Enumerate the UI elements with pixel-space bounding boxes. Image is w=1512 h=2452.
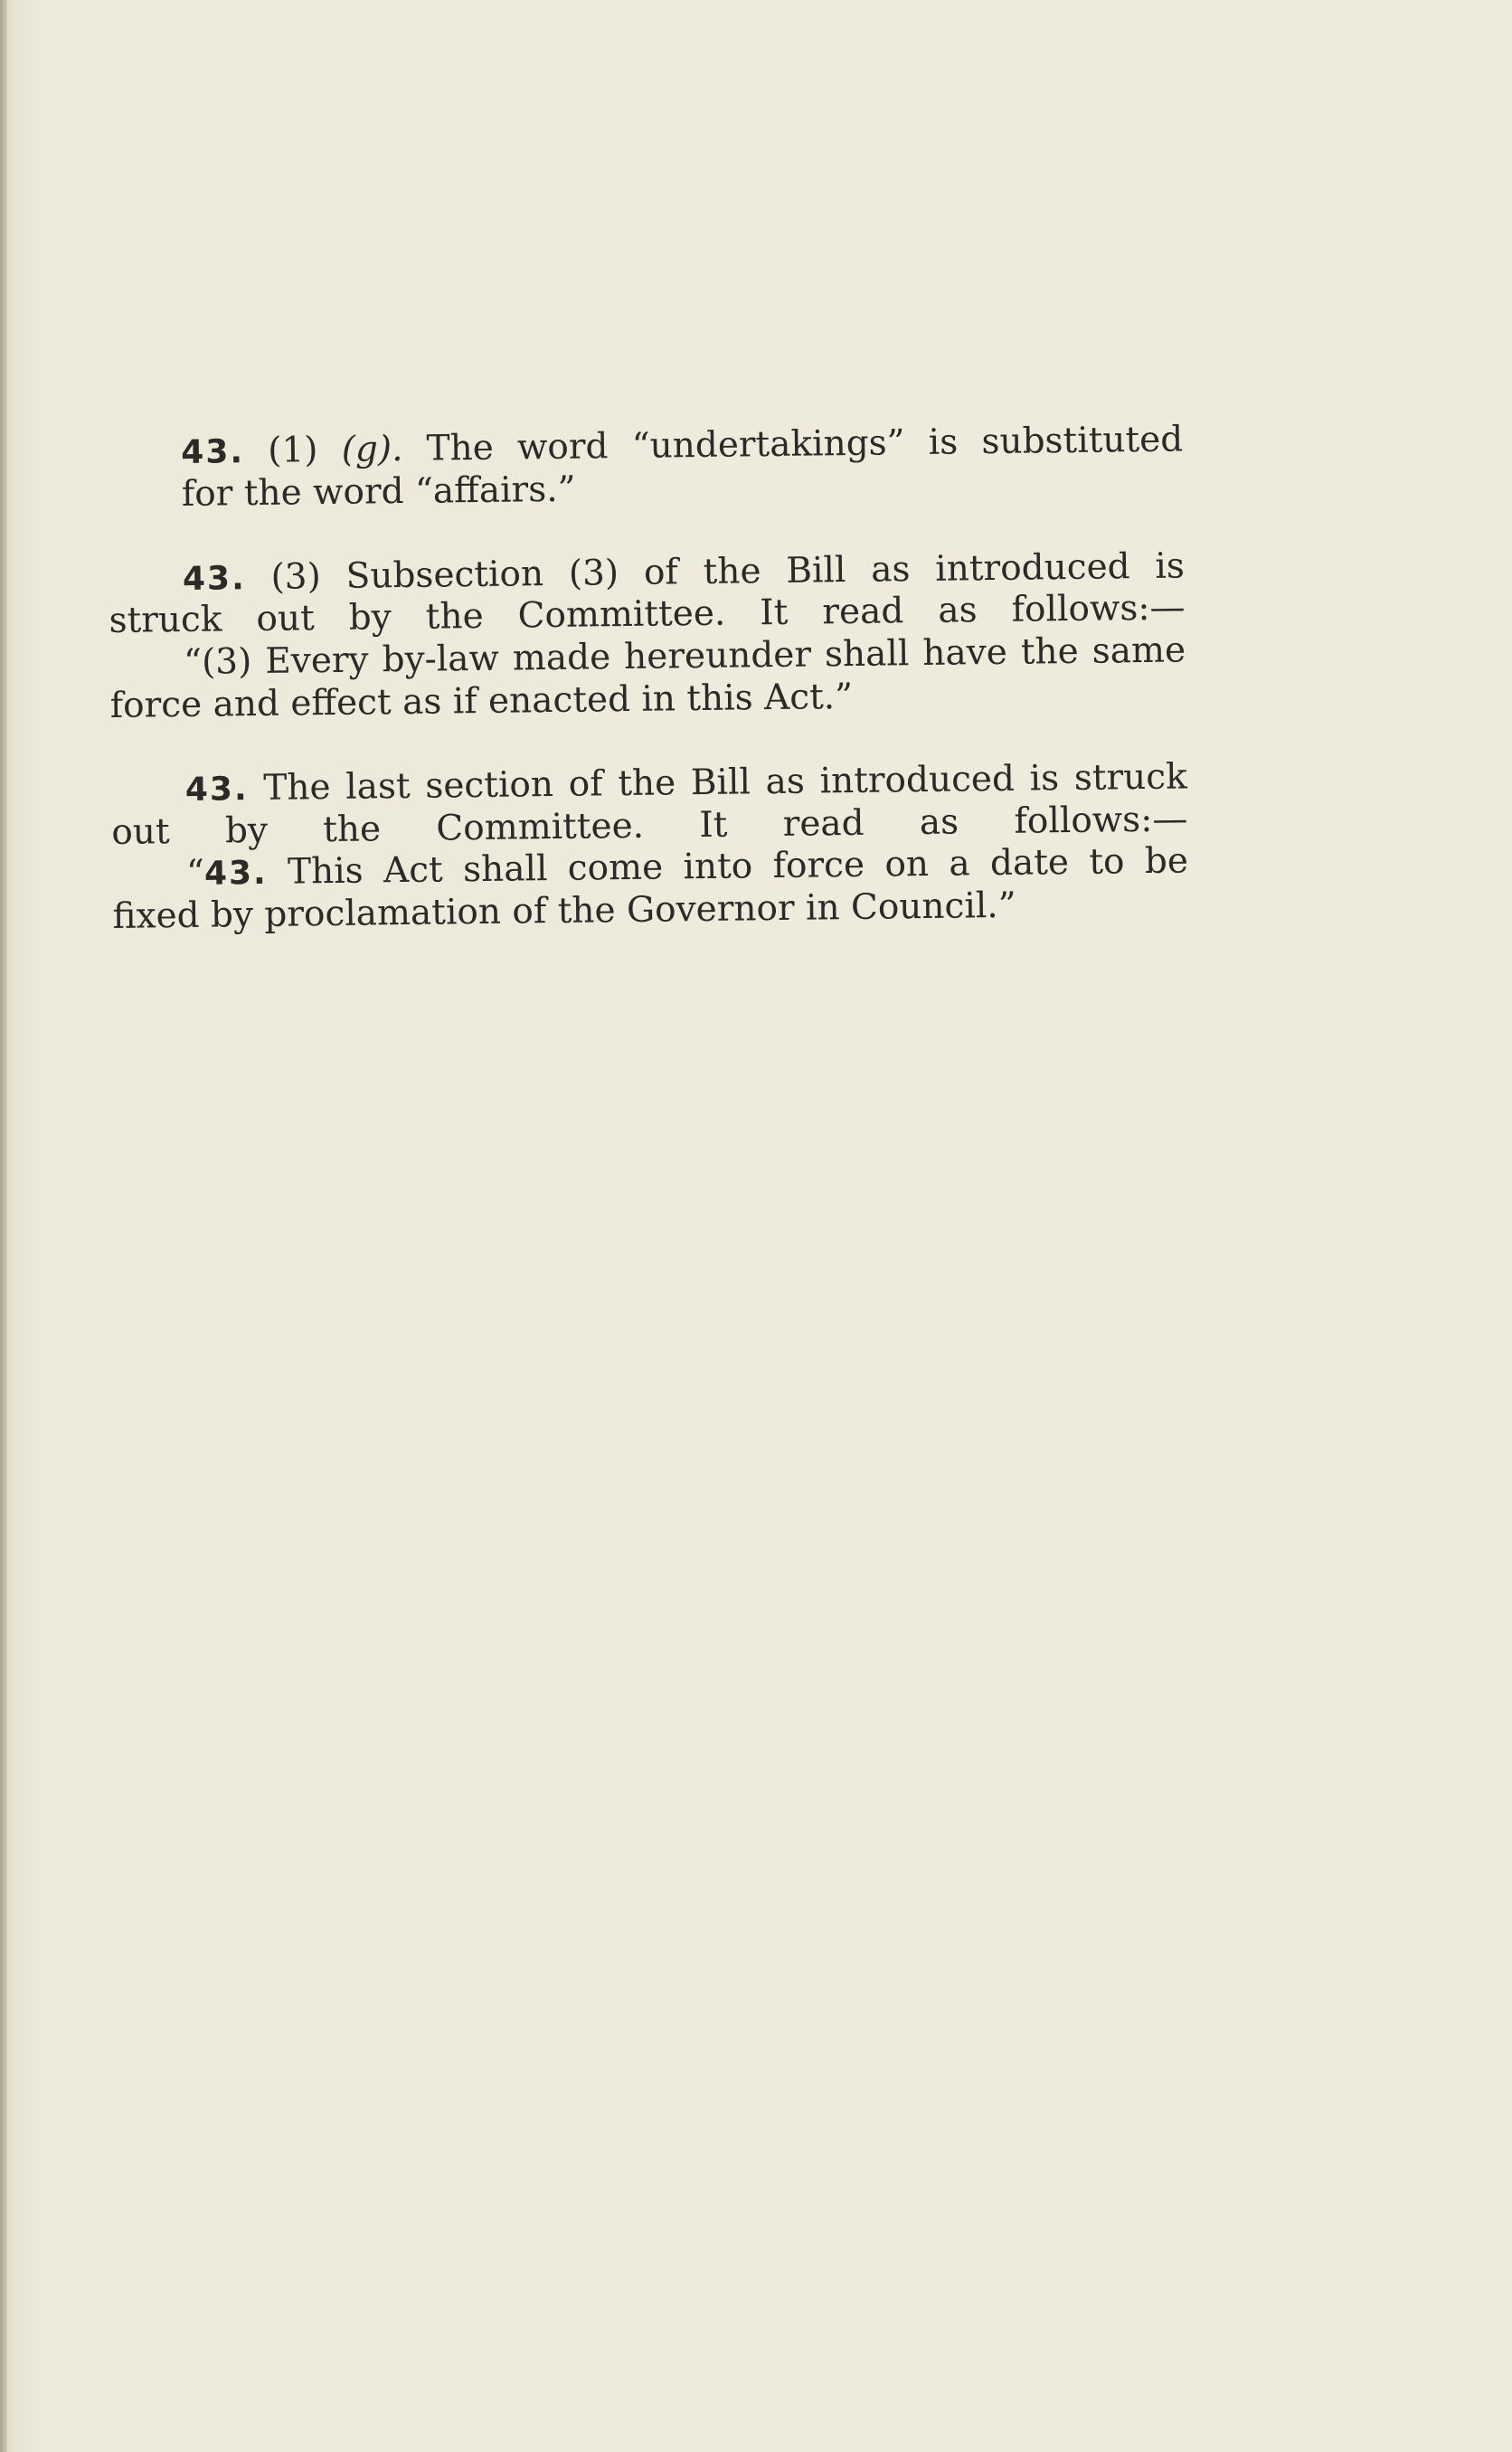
section-number: 43. xyxy=(182,559,247,598)
paragraph-text: The last section of the Bill as introduced is struck xyxy=(248,756,1188,809)
open-quote: “ xyxy=(185,853,205,895)
clause-ref: (g). xyxy=(341,429,403,470)
note-paragraph-1 xyxy=(107,419,1184,516)
paragraph-line: struck out by the Committee. It read as follows:— xyxy=(109,587,1186,642)
paragraph-text: The word “undertakings” is substituted xyxy=(402,419,1184,469)
section-number: 43. xyxy=(184,770,249,809)
note-paragraph-2 xyxy=(109,545,1186,728)
paragraph-text: (3) Subsection (3) of the Bill as introduced is xyxy=(245,545,1186,598)
quoted-line: force and effect as if enacted in this Act.” xyxy=(109,676,854,726)
subsection-ref: (1) xyxy=(243,429,342,472)
document-text xyxy=(107,419,1189,980)
paragraph-line: for the word “affairs.” xyxy=(181,469,576,515)
note-paragraph-3 xyxy=(111,756,1189,939)
paragraph-line: out by the Committee. It read as follows:— xyxy=(111,799,1188,853)
quoted-line: fixed by proclamation of the Governor in Council.” xyxy=(112,885,1016,938)
page-binding-edge xyxy=(0,0,7,2452)
paragraph-text: This Act shall come into force on a date to be xyxy=(267,840,1189,894)
section-number: 43. xyxy=(181,433,245,471)
section-number: 43. xyxy=(203,855,268,894)
quoted-line: “(3) Every by-law made hereunder shall have the same xyxy=(183,630,1186,684)
